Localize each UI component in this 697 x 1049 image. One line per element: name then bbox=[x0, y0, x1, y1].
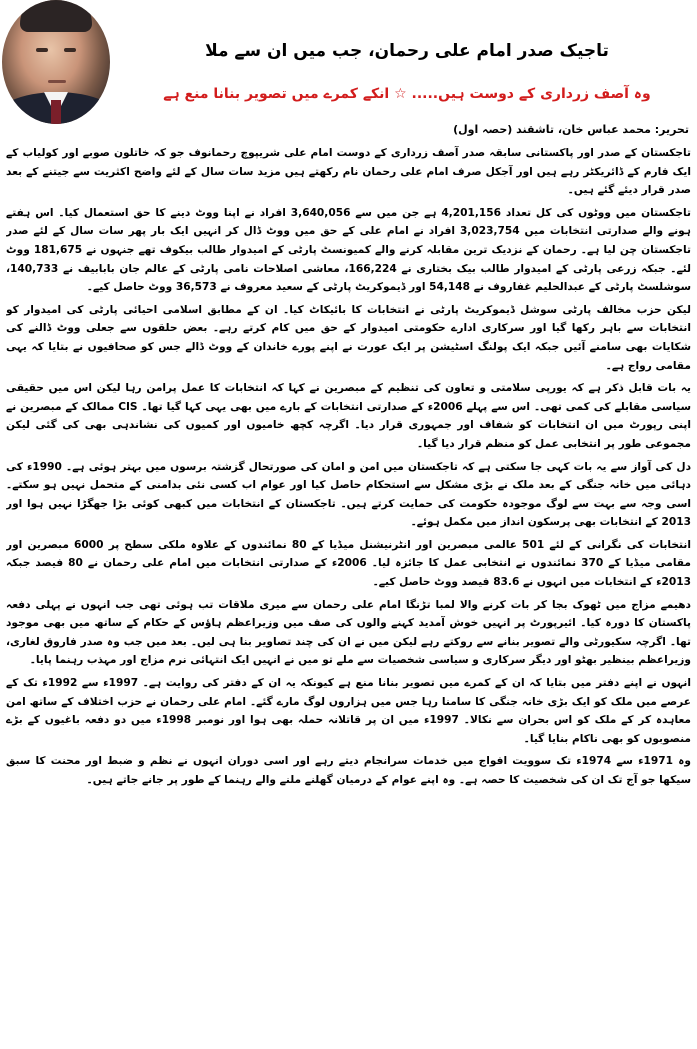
article-body bbox=[6, 144, 691, 1043]
article-paragraph: انتخابات کی نگرانی کے لئے 501 عالمی مبصرین اور انٹرنیشنل میڈیا کے 80 نمائندوں کے علاوہ ملکی سطح پر 6000 مبصرین اور مقامی میڈیا کے 370 نمائندوں نے انتخابی عمل کا جائزہ لیا۔ 2006ء کے صدارتی انتخابات میں امام علی رحمان نے 80 فیصد جبکہ 2013ء کے انتخابات میں انہوں نے 83.6 فیصد ووٹ حاصل کیے۔ bbox=[6, 538, 691, 589]
article-paragraph: دل کی آواز سے یہ بات کہی جا سکتی ہے کہ تاجکستان میں امن و امان کی صورتحال گزشتہ برسوں میں بہتر ہوئی ہے۔ 1990ء کی دہائی میں خانہ جنگی کے بعد ملک نے بڑی مشکل سے استحکام حاصل کیا اور عوام اب کسی نئی بدامنی کے متحمل نہیں ہو سکتے۔ اسی وجہ سے بہت سے لوگ موجودہ حکومت کی حمایت کرتے ہیں۔ تاجکستان کے انتخابات میں کبھی کوئی بڑا جھگڑا نہیں ہوا اور 2013 کے انتخابات بھی پرسکون انداز میں مکمل ہوئے۔ bbox=[6, 460, 691, 529]
article-byline: تحریر: محمد عباس خان، تاشقند (حصہ اول) bbox=[453, 123, 689, 136]
president-portrait-photo bbox=[2, 0, 110, 124]
article-paragraph: وہ 1971ء سے 1974ء تک سوویت افواج میں خدمات سرانجام دیتے رہے اور اسی دوران انہوں نے نظم و ضبط اور محنت کا سبق سیکھا جو آج تک ان کی شخصیت کا حصہ ہے۔ وہ اپنے عوام کے درمیان گھلنے ملنے والے رہنما کے طور پر جانے جاتے ہیں۔ bbox=[6, 755, 691, 786]
article-paragraph: تاجکستان کے صدر اور پاکستانی سابقہ صدر آصف زرداری کے دوست امام علی شریپوچ رحمانوف جو کہ خاتلون صوبے اور کولیاب کے ایک فارم کے ڈائریکٹر رہے ہیں اور آجکل صرف امام علی رحمان نام رکھتے ہیں مزید سات سال کے لئے واضح اکثریت سے جیتنے کے بعد صدر قرار دیئے گئے ہیں۔ bbox=[6, 147, 691, 197]
article-paragraph: دھیمے مزاج میں ٹھوک بجا کر بات کرنے والا لمبا تڑنگا امام علی رحمان سے میری ملاقات تب ہوئی تھی جب انہوں نے پہلی دفعہ پاکستان کا دورہ کیا۔ ائیرپورٹ پر انہیں خوش آمدید کہنے والوں کی صف میں وزیراعظم ہاؤس کے حکام کے ساتھ میں بھی موجود تھا۔ اگرچہ سکیورٹی والے تصویر بنانے سے روکتے رہے لیکن میں نے ان کی چند تصاویر بنا ہی لیں۔ بعد میں جب وہ صدر فاروق لغاری، وزیراعظم بینظیر بھٹو اور دیگر سرکاری و سیاسی شخصیات سے ملے تو میں نے انہیں ایک انتہائی نرم مزاج اور مہذب رہنما پایا۔ bbox=[6, 598, 691, 667]
article-paragraph: تاجکستان میں ووٹوں کی کل تعداد 4,201,156 ہے جن میں سے 3,640,056 افراد نے اپنا ووٹ دینے کا حق استعمال کیا۔ اس ہفتے ہونے والے صدارتی انتخابات میں 3,023,754 افراد نے امام علی کے حق میں ووٹ ڈال کر انہیں ایک بار پھر سات سال کے لئے صدر تاجکستان چن لیا ہے۔ رحمان کے نزدیک ترین مقابلہ کرنے والے کمیونسٹ پارٹی کے امیدوار طالب بیکوف تھے جنہوں نے 181,675 ووٹ لئے۔ جبکہ زرعی پارٹی کے امیدوار طالب بیک بختاری نے 166,224، معاشی اصلاحات نامی پارٹی کے عالم جان بابابیف نے 140,733، سوشلسٹ پارٹی کے عبدالحلیم غفاروف نے 54,148 اور ڈیموکریٹ پارٹی کے سعید معروف نے 36,573 ووٹ حاصل کیے۔ bbox=[6, 206, 691, 294]
article-paragraph: انہوں نے اپنے دفتر میں بتایا کہ ان کے کمرے میں تصویر بنانا منع ہے کیونکہ یہ ان کے دفتر کی روایت ہے۔ 1997ء سے 1992ء تک کے عرصے میں ملک کو ایک بڑی خانہ جنگی کا سامنا رہا جس میں ہزاروں لوگ مارے گئے۔ امام علی رحمان نے حزب اختلاف کے ساتھ امن معاہدہ کر کے ملک کو اس بحران سے نکالا۔ 1997ء میں ان پر قاتلانہ حملہ بھی ہوا اور نومبر 1998ء میں دو دفعہ باغیوں کے بڑے منصوبوں کو بھی ناکام بنایا گیا۔ bbox=[6, 677, 691, 745]
article-paragraph: لیکن حزب مخالف پارٹی سوشل ڈیموکریٹ پارٹی نے انتخابات کا بائیکاٹ کیا۔ ان کے مطابق اسلامی احیائی پارٹی کی امیدوار کو انتخابات سے باہر رکھا گیا اور سرکاری ادارے حکومتی امیدوار کے حق میں کام کرتے رہے۔ بعض حلقوں سے جعلی ووٹ ڈالنے کی شکایات بھی سامنے آئیں جبکہ ایک پولنگ اسٹیشن پر ایک عورت نے اپنے پورے خاندان کے ووٹ ڈالے جس کو صحافیوں نے بتایا کہ یہی مقامی رواج ہے۔ bbox=[6, 303, 691, 372]
article-paragraph: یہ بات قابل ذکر ہے کہ یورپی سلامتی و تعاون کی تنظیم کے مبصرین نے کہا کہ انتخابات کا عمل پرامن رہا لیکن اس میں حقیقی سیاسی مقابلے کی کمی تھی۔ اس سے پہلے 2006ء کے صدارتی انتخابات کے بارے میں بھی یہی کہا گیا تھا۔ CIS ممالک کے مبصرین نے اپنی رپورٹ میں ان انتخابات کو شفاف اور جمہوری قرار دیا۔ اگرچہ کچھ خامیوں اور کمیوں کی نشاندہی بھی کی گئی لیکن مجموعی طور پر انتخابی عمل کو منظم قرار دیا گیا۔ bbox=[6, 382, 691, 450]
article-subtitle: وہ آصف زرداری کے دوست ہیں..... ☆ انکے کمرے میں تصویر بنانا منع ہے bbox=[163, 86, 651, 102]
article-title: تاجیک صدر امام علی رحمان، جب میں ان سے ملا bbox=[205, 41, 609, 61]
